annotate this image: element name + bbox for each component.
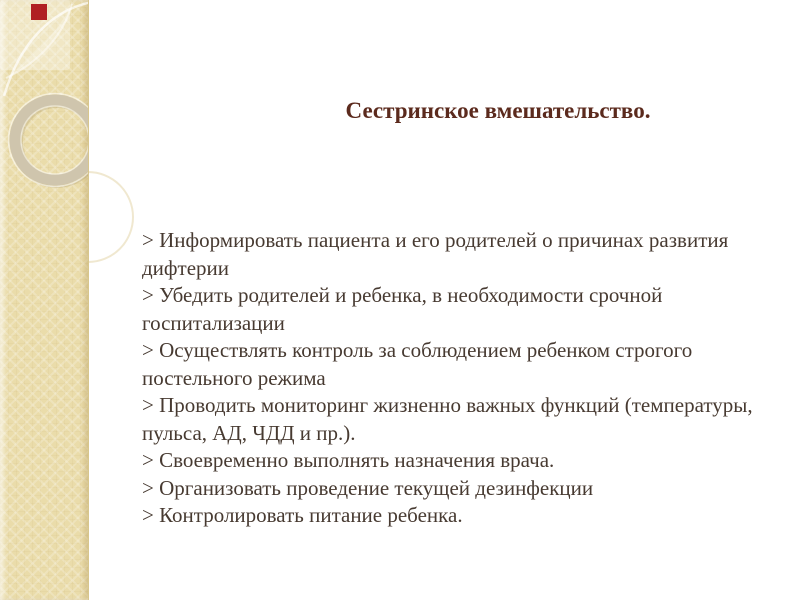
- bullet-item: > Контролировать питание ребенка.: [142, 503, 463, 527]
- sidebar-decor-graphic: [0, 0, 88, 600]
- red-marker-square: [31, 4, 47, 20]
- bullet-item: > Осуществлять контроль за соблюдением ребенком строгого постельного режима: [142, 338, 693, 390]
- decor-ring-outline-inner: [21, 106, 88, 174]
- sidebar-decoration: [0, 0, 89, 600]
- slide-title: Сестринское вмешательство.: [345, 98, 651, 123]
- decor-ring: [15, 100, 88, 180]
- bullet-item: > Проводить мониторинг жизненно важных функций (температуры, пульса, АД, ЧДД и пр.).: [142, 393, 753, 445]
- bullet-item: > Информировать пациента и его родителей о причинах развития дифтерии: [142, 228, 729, 280]
- bullet-item: > Своевременно выполнять назначения врача.: [142, 448, 555, 472]
- bullet-item: > Убедить родителей и ребенка, в необходимости срочной госпитализации: [142, 283, 663, 335]
- bullet-item: > Организовать проведение текущей дезинфекции: [142, 475, 594, 500]
- bullet-list: [142, 227, 800, 530]
